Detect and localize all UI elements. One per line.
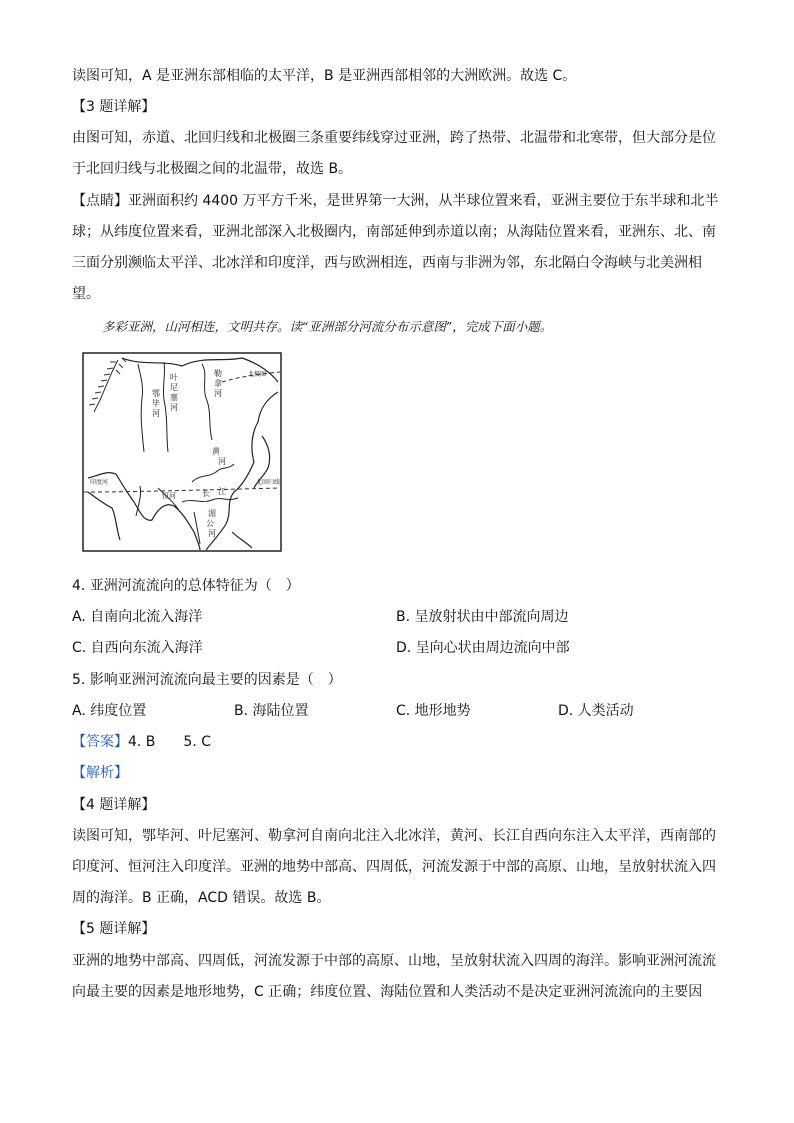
question-5-stem: 5. 影响亚洲河流流向最主要的因素是（ ） [72, 672, 342, 688]
asia-river-map [82, 352, 282, 552]
map-label: 北回归线 [256, 479, 281, 486]
text-line: 由图可知，赤道、北回归线和北极圈三条重要纬线穿过亚洲，跨了热带、北温带和北寒带，但大部分是位 [72, 130, 716, 146]
map-label: 尼 [170, 383, 178, 392]
section-heading-q5: 【5 题详解】 [72, 921, 156, 937]
q4-option-b[interactable]: B. 呈放射状由中部流向周边 [396, 609, 569, 625]
section-heading-q3: 【3 题详解】 [72, 99, 156, 115]
map-label: 河 [218, 457, 226, 466]
map-label: 塞 [170, 393, 178, 402]
text-line: 【点睛】亚洲面积约 4400 万平方千米，是世界第一大洲，从半球位置来看，亚洲主要位于东半球和北半 [72, 193, 719, 209]
map-label: 北极圈 [248, 371, 267, 378]
map-label: 毕 [152, 399, 160, 408]
map-label: 河 [170, 403, 178, 412]
map-label: 拿 [214, 379, 222, 388]
answer-tag: 【答案】 [72, 734, 128, 750]
text-line: 三面分别濒临太平洋、北冰洋和印度洋，西与欧洲相连，西南与非洲为邻，东北隔白令海峡与北美洲相 [72, 255, 702, 271]
q5-option-b[interactable]: B. 海陆位置 [234, 703, 309, 719]
q4-option-d[interactable]: D. 呈向心状由周边流向中部 [396, 640, 570, 656]
text-line: 读图可知，A 是亚洲东部相临的太平洋，B 是亚洲西部相邻的大洲欧洲。故选 C。 [72, 68, 577, 84]
question-intro: 多彩亚洲，山河相连，文明共存。读“亚洲部分河流分布示意图”，完成下面小题。 [102, 319, 553, 334]
section-heading-q4: 【4 题详解】 [72, 797, 156, 813]
map-label: 湄 [208, 509, 216, 518]
map-label: 印度河 [90, 479, 109, 486]
map-label: 河 [214, 389, 222, 398]
text-line: 读图可知，鄂毕河、叶尼塞河、勒拿河自南向北注入北冰洋，黄河、长江自西向东注入太平洋，西南部的 [72, 828, 716, 844]
q4-option-a[interactable]: A. 自南向北流入海洋 [72, 609, 203, 625]
text-line: 印度河、恒河注入印度洋。亚洲的地势中部高、四周低，河流发源于中部的高原、山地，呈放射状流入四 [72, 859, 716, 875]
answer-line [72, 732, 211, 752]
answer-value: 4. B 5. C [128, 734, 211, 750]
map-label: 叶 [170, 373, 178, 382]
q4-option-c[interactable]: C. 自西向东流入海洋 [72, 640, 203, 656]
map-label: 河 [152, 409, 160, 418]
map-label: 勒 [214, 369, 222, 378]
map-label: 河 [208, 529, 216, 538]
text-line: 向最主要的因素是地形地势，C 正确；纬度位置、海陆位置和人类活动不是决定亚洲河流流向的主要因 [72, 984, 703, 1000]
text-line: 亚洲的地势中部高、四周低，河流发源于中部的高原、山地，呈放射状流入四周的海洋。影响亚洲河流流 [72, 953, 716, 969]
q5-option-d[interactable]: D. 人类活动 [558, 703, 634, 719]
text-line: 望。 [72, 286, 100, 302]
text-line: 球；从纬度位置来看，亚洲北部深入北极圈内，南部延伸到赤道以南；从海陆位置来看，亚洲东、北、南 [72, 224, 716, 240]
map-label: 江 [218, 487, 226, 496]
analysis-title: 【解析】 [72, 765, 128, 781]
q5-option-c[interactable]: C. 地形地势 [396, 703, 471, 719]
map-label: 黄 [212, 447, 220, 456]
text-line: 周的海洋。B 正确，ACD 错误。故选 B。 [72, 890, 331, 906]
map-label: 恒河 [162, 492, 176, 500]
q5-option-a[interactable]: A. 纬度位置 [72, 703, 147, 719]
text-line: 于北回归线与北极圈之间的北温带，故选 B。 [72, 161, 353, 177]
map-label: 长 [202, 489, 210, 498]
question-4-stem: 4. 亚洲河流流向的总体特征为（ ） [72, 578, 300, 594]
map-label: 鄂 [152, 389, 160, 398]
map-label: 公 [206, 519, 214, 528]
